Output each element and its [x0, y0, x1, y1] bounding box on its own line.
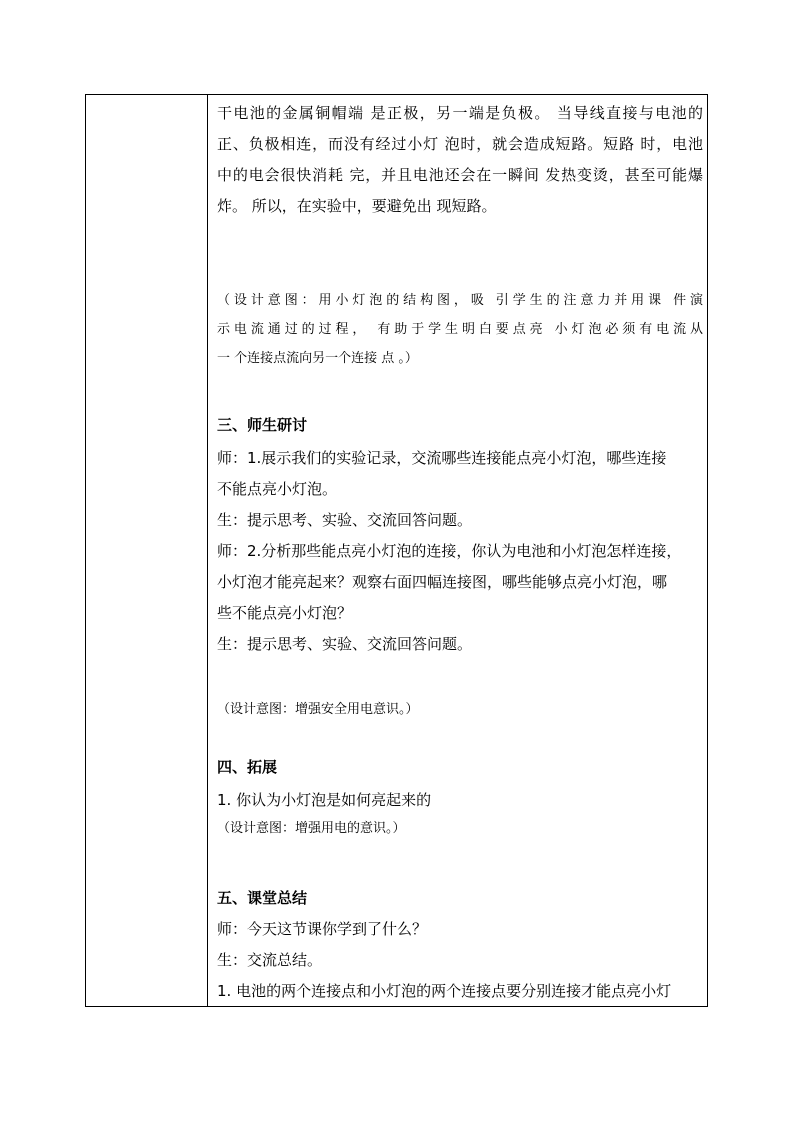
intro-line: 中的电会很快消耗 完，并且电池还会在一瞬间 发热变烫，甚至可能爆 [217, 166, 703, 184]
note-line: 示电流通过的过程， 有助于学生明白要点亮 小灯泡必须有电流从 [217, 322, 703, 337]
design-note-1 [217, 286, 703, 344]
section-5-body [217, 914, 703, 1007]
note-line: 一 个连接点流向另一个连接 点 。） [217, 351, 418, 366]
design-note-1-last [217, 344, 703, 373]
section-3-line: 生：提示思考、实验、交流回答问题。 [217, 511, 473, 529]
section-5-line: 生：交流总结。 [217, 951, 323, 969]
column-divider [207, 95, 208, 1006]
section-3-body [217, 443, 703, 660]
section-5-line: 师：今天这节课你学到了什么？ [217, 920, 428, 938]
section-3-note: （设计意图：增强安全用电意识。） [217, 702, 419, 717]
section-5-line: 1. 电池的两个连接点和小灯泡的两个连接点要分别连接才能点亮小灯 [217, 982, 672, 1000]
section-3-line: 师：1.展示我们的实验记录，交流哪些连接能点亮小灯泡，哪些连接 [217, 449, 667, 467]
intro-line: 炸。 所以，在实验中，要避免出 现短路。 [217, 197, 497, 215]
section-3-line: 生：提示思考、实验、交流回答问题。 [217, 635, 473, 653]
section-3-title: 三、师生研讨 [217, 416, 308, 434]
section-5-title: 五、课堂总结 [217, 889, 308, 907]
lesson-table [85, 94, 708, 1007]
section-4-title: 四、拓展 [217, 758, 278, 776]
section-3-line: 些不能点亮小灯泡？ [217, 604, 353, 622]
note-line: （设计意图：用小灯泡的结构图，吸 引学生的注意力并用课 件演 [217, 293, 703, 308]
section-3-line: 不能点亮小灯泡。 [217, 480, 338, 498]
section-4-item: 1. 你认为小灯泡是如何亮起来的 [217, 791, 432, 809]
intro-line: 正、负极相连，而没有经过小灯 泡时，就会造成短路。短路 时，电池 [217, 135, 703, 153]
intro-line: 干电池的金属铜帽端 是正极，另一端是负极。 当导线直接与电池的 [217, 104, 703, 122]
intro-last-line [217, 191, 703, 222]
section-3-line: 小灯泡才能亮起来？观察右面四幅连接图，哪些能够点亮小灯泡，哪 [217, 573, 668, 591]
section-4-note: （设计意图：增强用电的意识。） [217, 821, 406, 836]
section-3-line: 师：2.分析那些能点亮小灯泡的连接，你认为电池和小灯泡怎样连接， [217, 542, 682, 560]
intro-paragraph [217, 98, 703, 191]
